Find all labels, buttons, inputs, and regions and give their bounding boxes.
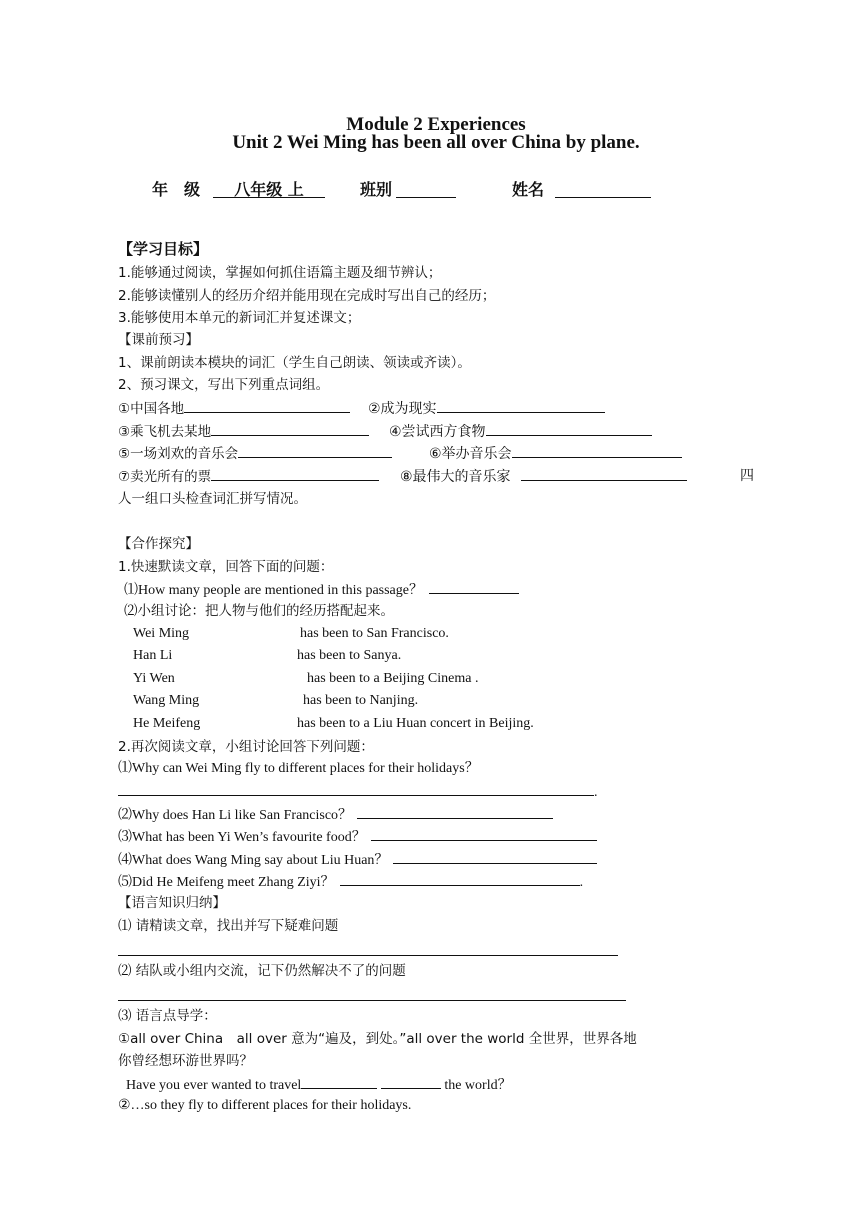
unit-title: Unit 2 Wei Ming has been all over China by plane. xyxy=(232,132,640,153)
q2-text: ⑶What has been Yi Wen’s favourite food？ xyxy=(118,830,366,845)
answer-line-row xyxy=(118,781,598,803)
name-label: 姓名 xyxy=(512,180,545,199)
name-blank[interactable] xyxy=(555,177,651,198)
match-experience: has been to a Liu Huan concert in Beijing. xyxy=(297,716,534,731)
match-person: Yi Wen xyxy=(133,671,175,686)
phrase-row-right xyxy=(368,398,605,419)
preview-note: 人一组口头检查词汇拼写情况。 xyxy=(118,491,307,507)
match-person: He Meifeng xyxy=(133,716,201,731)
phrase-blank[interactable] xyxy=(184,398,350,413)
phrase-row xyxy=(118,466,379,487)
match-experience: has been to San Francisco. xyxy=(300,626,449,641)
answer-blank[interactable] xyxy=(381,1074,441,1089)
q2-text: ⑸Did He Meifeng meet Zhang Ziyi？ xyxy=(118,875,335,890)
match-person: Wei Ming xyxy=(133,626,190,641)
goal-item: 3.能够使用本单元的新词汇并复述课文； xyxy=(118,310,361,326)
phrase-prompt: ⑥举办音乐会 xyxy=(429,446,512,462)
match-person: Wang Ming xyxy=(133,693,200,708)
phrase-row xyxy=(118,398,350,419)
preview-heading: 【课前预习】 xyxy=(118,332,199,348)
class-blank[interactable] xyxy=(396,177,456,198)
phrase-row-right xyxy=(389,421,652,442)
sentence-start: Have you ever wanted to travel xyxy=(126,1078,302,1093)
match-person: Han Li xyxy=(133,648,173,663)
phrase-prompt: ⑦卖光所有的票 xyxy=(118,469,212,485)
phrase-blank[interactable] xyxy=(486,421,652,436)
phrase-blank[interactable] xyxy=(211,466,379,481)
phrase-row xyxy=(118,443,392,464)
explore-heading: 【合作探究】 xyxy=(118,536,199,552)
answer-blank[interactable] xyxy=(371,826,597,841)
phrase-blank[interactable] xyxy=(211,421,369,436)
answer-blank[interactable] xyxy=(340,871,580,886)
language-point: ②…so they fly to different places for their holidays. xyxy=(118,1098,412,1113)
answer-blank[interactable] xyxy=(429,579,519,594)
phrase-blank[interactable] xyxy=(521,466,687,481)
q2-heading: 2.再次阅读文章，小组讨论回答下列问题： xyxy=(118,739,374,755)
grade-label: 年 级 xyxy=(152,180,201,199)
module-title: Module 2 Experiences xyxy=(346,114,526,135)
phrase-blank[interactable] xyxy=(437,398,605,413)
goals-heading: 【学习目标】 xyxy=(118,240,209,258)
grade-value xyxy=(213,177,325,198)
language-point: ①all over China all over 意为“遍及，到处。”all over the world 全世界，世界各地 xyxy=(118,1031,637,1047)
language-item: ⑶ 语言点导学： xyxy=(118,1008,217,1024)
goal-item: 2.能够读懂别人的经历介绍并能用现在完成时写出自己的经历； xyxy=(118,288,496,304)
phrase-prompt: ⑤一场刘欢的音乐会 xyxy=(118,446,239,462)
language-item: ⑵ 结队或小组内交流，记下仍然解决不了的问题 xyxy=(118,963,406,979)
phrase-row xyxy=(118,421,369,442)
preview-item: 2、预习课文，写出下列重点词组。 xyxy=(118,377,330,393)
q1-2: ⑵小组讨论：把人物与他们的经历搭配起来。 xyxy=(124,603,394,619)
language-point-cn: 你曾经想环游世界吗？ xyxy=(118,1053,253,1069)
q2-item xyxy=(118,804,553,826)
answer-blank[interactable] xyxy=(393,849,597,864)
phrase-blank[interactable] xyxy=(238,443,392,458)
period: . xyxy=(594,785,598,800)
grade-value-text: 八年级 上 xyxy=(213,177,325,198)
language-heading: 【语言知识归纳】 xyxy=(118,895,226,911)
q2-text: ⑷What does Wang Ming say about Liu Huan？ xyxy=(118,853,389,868)
q1-1-text: ⑴How many people are mentioned in this passage？ xyxy=(124,583,423,598)
language-point-en xyxy=(126,1074,512,1096)
phrase-prompt: ⑧最伟大的音乐家 xyxy=(400,469,511,485)
answer-blank[interactable] xyxy=(357,804,553,819)
language-item: ⑴ 请精读文章，找出并写下疑难问题 xyxy=(118,918,339,934)
phrase-prompt: ④尝试西方食物 xyxy=(389,424,486,440)
period: . xyxy=(579,875,584,890)
q1-heading: 1.快速默读文章，回答下面的问题： xyxy=(118,559,334,575)
phrase-row-right xyxy=(429,443,682,464)
class-label: 班别 xyxy=(360,180,393,199)
q2-item xyxy=(118,826,597,848)
phrase-blank[interactable] xyxy=(512,443,682,458)
wrapped-char: 四 xyxy=(740,468,754,484)
answer-blank[interactable] xyxy=(301,1074,377,1089)
q2-item xyxy=(118,871,583,893)
q2-item xyxy=(118,849,597,871)
phrase-prompt: ①中国各地 xyxy=(118,401,185,417)
phrase-prompt: ②成为现实 xyxy=(368,401,437,417)
sentence-end: the world？ xyxy=(444,1078,512,1093)
answer-blank[interactable] xyxy=(118,781,594,796)
q1-1 xyxy=(124,579,519,601)
preview-item: 1、课前朗读本模块的词汇（学生自己朗读、领读或齐读）。 xyxy=(118,355,471,371)
match-experience: has been to a Beijing Cinema . xyxy=(307,671,479,686)
match-experience: has been to Nanjing. xyxy=(303,693,419,708)
answer-rule[interactable] xyxy=(118,1000,626,1001)
phrase-prompt: ③乘飞机去某地 xyxy=(118,424,212,440)
match-experience: has been to Sanya. xyxy=(297,648,402,663)
answer-rule[interactable] xyxy=(118,955,618,956)
phrase-row-right xyxy=(400,466,687,487)
q2-text: ⑵Why does Han Li like San Francisco？ xyxy=(118,808,353,823)
goal-item: 1.能够通过阅读，掌握如何抓住语篇主题及细节辨认； xyxy=(118,265,442,281)
q2-item: ⑴Why can Wei Ming fly to different places for their holidays？ xyxy=(118,761,479,776)
